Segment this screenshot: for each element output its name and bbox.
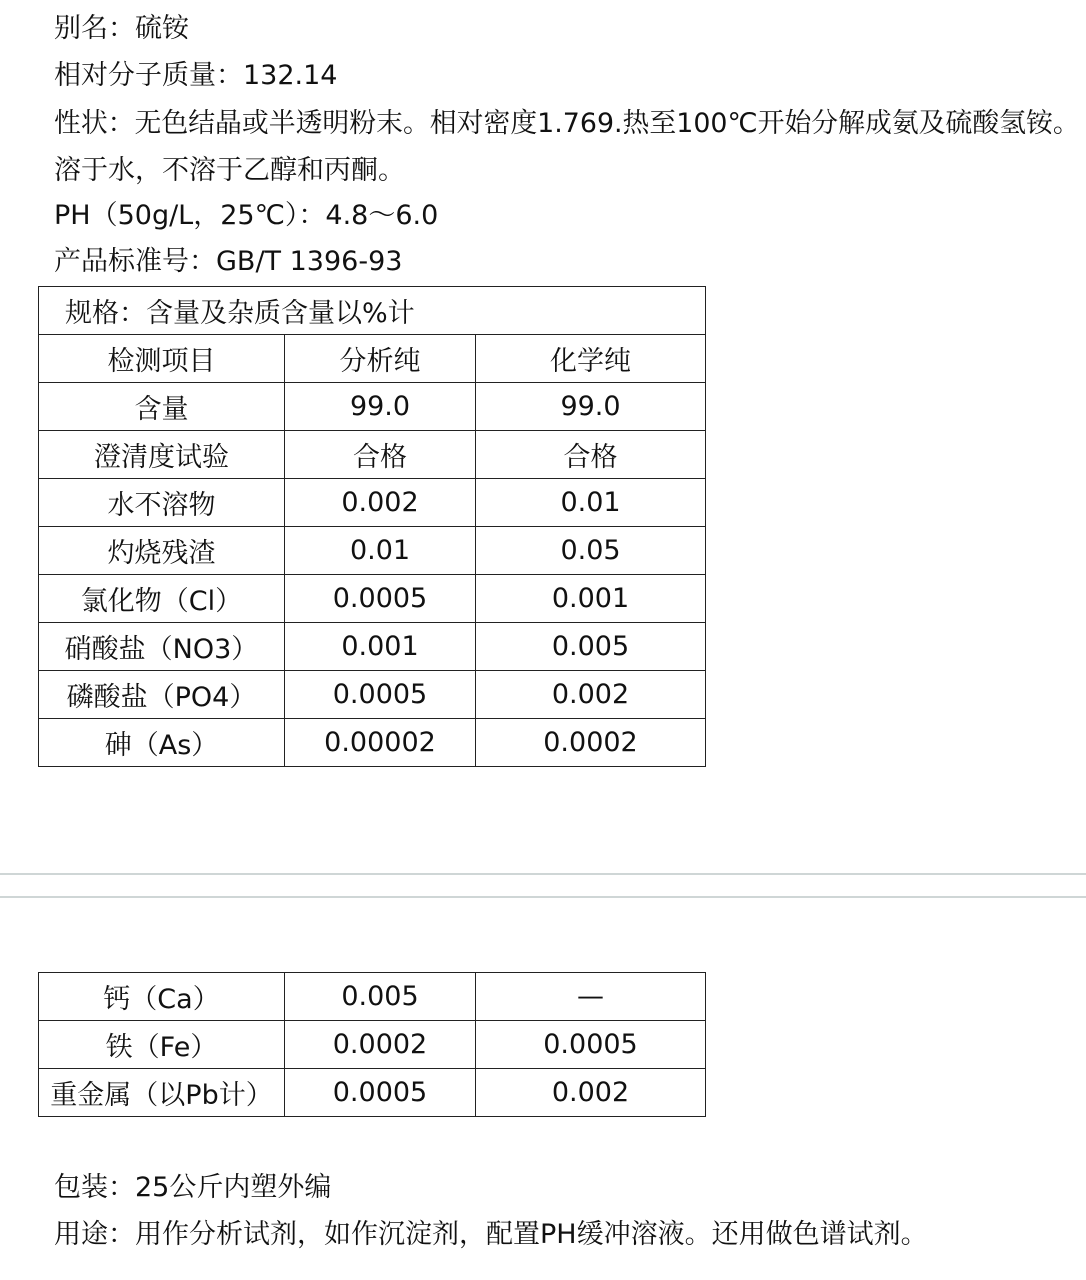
row-value: 0.0002 (285, 1021, 476, 1069)
row-value: 0.0005 (285, 671, 476, 719)
row-value: 0.005 (476, 623, 706, 671)
row-label: 含量 (39, 383, 285, 431)
standard-number-line: 产品标准号：GB/T 1396-93 (54, 246, 403, 277)
table-row (39, 479, 706, 527)
row-value: 0.0005 (476, 1021, 706, 1069)
row-value: 0.01 (285, 527, 476, 575)
spec-table-continued (38, 972, 706, 1117)
solubility-line: 溶于水，不溶于乙醇和丙酮。 (54, 155, 405, 186)
row-label: 硝酸盐（NO3） (39, 623, 285, 671)
table-row (39, 671, 706, 719)
row-value: 0.001 (476, 575, 706, 623)
row-value: — (476, 973, 706, 1021)
row-value: 0.05 (476, 527, 706, 575)
row-value: 0.00002 (285, 719, 476, 767)
row-value: 99.0 (476, 383, 706, 431)
table-row (39, 527, 706, 575)
molecular-weight-line: 相对分子质量：132.14 (54, 60, 338, 91)
row-label: 砷（As） (39, 719, 285, 767)
row-label: 灼烧残渣 (39, 527, 285, 575)
ph-line: PH（50g/L，25℃）：4.8～6.0 (54, 200, 439, 231)
page-separator-top (0, 873, 1086, 875)
row-value: 0.001 (285, 623, 476, 671)
header-chemical: 化学纯 (476, 335, 706, 383)
table-row (39, 431, 706, 479)
row-value: 合格 (476, 431, 706, 479)
alias-line: 别名：硫铵 (54, 13, 189, 44)
table-caption: 规格：含量及杂质含量以%计 (39, 287, 706, 335)
row-label: 磷酸盐（PO4） (39, 671, 285, 719)
row-value: 0.0005 (285, 575, 476, 623)
row-value: 0.005 (285, 973, 476, 1021)
table-row (39, 1069, 706, 1117)
usage-line: 用途：用作分析试剂，如作沉淀剂，配置PH缓冲溶液。还用做色谱试剂。 (54, 1219, 928, 1250)
row-value: 99.0 (285, 383, 476, 431)
row-label: 氯化物（Cl） (39, 575, 285, 623)
table-row (39, 623, 706, 671)
table-row (39, 719, 706, 767)
row-value: 合格 (285, 431, 476, 479)
table-row (39, 575, 706, 623)
header-analytical: 分析纯 (285, 335, 476, 383)
page-separator-bottom (0, 896, 1086, 898)
row-value: 0.002 (476, 1069, 706, 1117)
properties-line: 性状：无色结晶或半透明粉末。相对密度1.769.热至100℃开始分解成氨及硫酸氢铵。 (54, 108, 1080, 139)
packaging-line: 包装：25公斤内塑外编 (54, 1172, 332, 1203)
row-value: 0.002 (285, 479, 476, 527)
table-header-row (39, 335, 706, 383)
row-label: 钙（Ca） (39, 973, 285, 1021)
spec-table (38, 286, 706, 767)
row-value: 0.002 (476, 671, 706, 719)
table-row (39, 383, 706, 431)
table-row (39, 1021, 706, 1069)
row-value: 0.01 (476, 479, 706, 527)
row-label: 水不溶物 (39, 479, 285, 527)
header-item: 检测项目 (39, 335, 285, 383)
row-label: 铁（Fe） (39, 1021, 285, 1069)
row-value: 0.0002 (476, 719, 706, 767)
row-label: 重金属（以Pb计） (39, 1069, 285, 1117)
row-value: 0.0005 (285, 1069, 476, 1117)
row-label: 澄清度试验 (39, 431, 285, 479)
table-row (39, 973, 706, 1021)
